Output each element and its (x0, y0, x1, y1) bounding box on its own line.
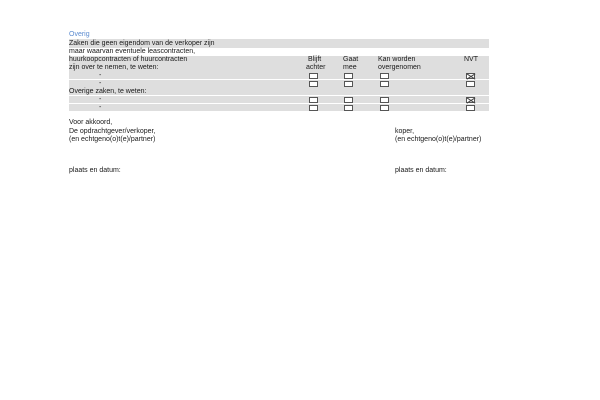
col-header-blijft-2: achter (306, 64, 326, 71)
lease-row-2-nvt-checkbox[interactable] (466, 81, 475, 87)
lease-row-band-1 (69, 72, 489, 79)
lease-row-1-nvt-checkbox[interactable] (466, 73, 475, 79)
intro-line: maar waarvan eventuele leascontracten, (69, 48, 196, 55)
lease-row-1-kan-checkbox[interactable] (380, 73, 389, 79)
section-title: Overig (69, 31, 90, 38)
other-row-label: - (99, 104, 102, 111)
place-date-right: plaats en datum: (395, 167, 447, 174)
place-date-left: plaats en datum: (69, 167, 121, 174)
seller-partner-label: (en echtgeno(o)t(e)/partner) (69, 136, 156, 143)
other-row-1-kan-checkbox[interactable] (380, 97, 389, 103)
lease-row-label: - (99, 72, 102, 79)
intro-line: huurkoopcontracten of huurcontracten (69, 56, 188, 63)
other-row-2-kan-checkbox[interactable] (380, 105, 389, 111)
other-row-1-blijft-checkbox[interactable] (309, 97, 318, 103)
other-row-2-blijft-checkbox[interactable] (309, 105, 318, 111)
lease-row-2-blijft-checkbox[interactable] (309, 81, 318, 87)
agreement-text: Voor akkoord, (69, 119, 113, 126)
other-row-1-gaat-checkbox[interactable] (344, 97, 353, 103)
lease-row-label: - (99, 80, 102, 87)
buyer-label: koper, (395, 128, 415, 135)
other-title: Overige zaken, te weten: (69, 88, 147, 95)
buyer-partner-label: (en echtgeno(o)t(e)/partner) (395, 136, 482, 143)
lease-row-band-2 (69, 80, 489, 87)
col-header-kan: Kan worden (378, 56, 416, 63)
other-row-band-2 (69, 104, 489, 111)
col-header-gaat-2: mee (343, 64, 357, 71)
other-row-label: - (99, 96, 102, 103)
other-row-1-nvt-checkbox[interactable] (466, 97, 475, 103)
lease-row-1-blijft-checkbox[interactable] (309, 73, 318, 79)
lease-row-2-kan-checkbox[interactable] (380, 81, 389, 87)
seller-label: De opdrachtgever/verkoper, (69, 128, 156, 135)
col-header-nvt: NVT (464, 56, 478, 63)
lease-row-2-gaat-checkbox[interactable] (344, 81, 353, 87)
other-row-2-nvt-checkbox[interactable] (466, 105, 475, 111)
col-header-kan-2: overgenomen (378, 64, 421, 71)
other-row-band-1 (69, 96, 489, 103)
intro-line: zijn over te nemen, te weten: (69, 64, 159, 71)
col-header-blijft: Blijft (308, 56, 322, 63)
col-header-gaat: Gaat (343, 56, 359, 63)
lease-row-1-gaat-checkbox[interactable] (344, 73, 353, 79)
other-row-2-gaat-checkbox[interactable] (344, 105, 353, 111)
intro-line: Zaken die geen eigendom van de verkoper zijn (69, 40, 215, 47)
